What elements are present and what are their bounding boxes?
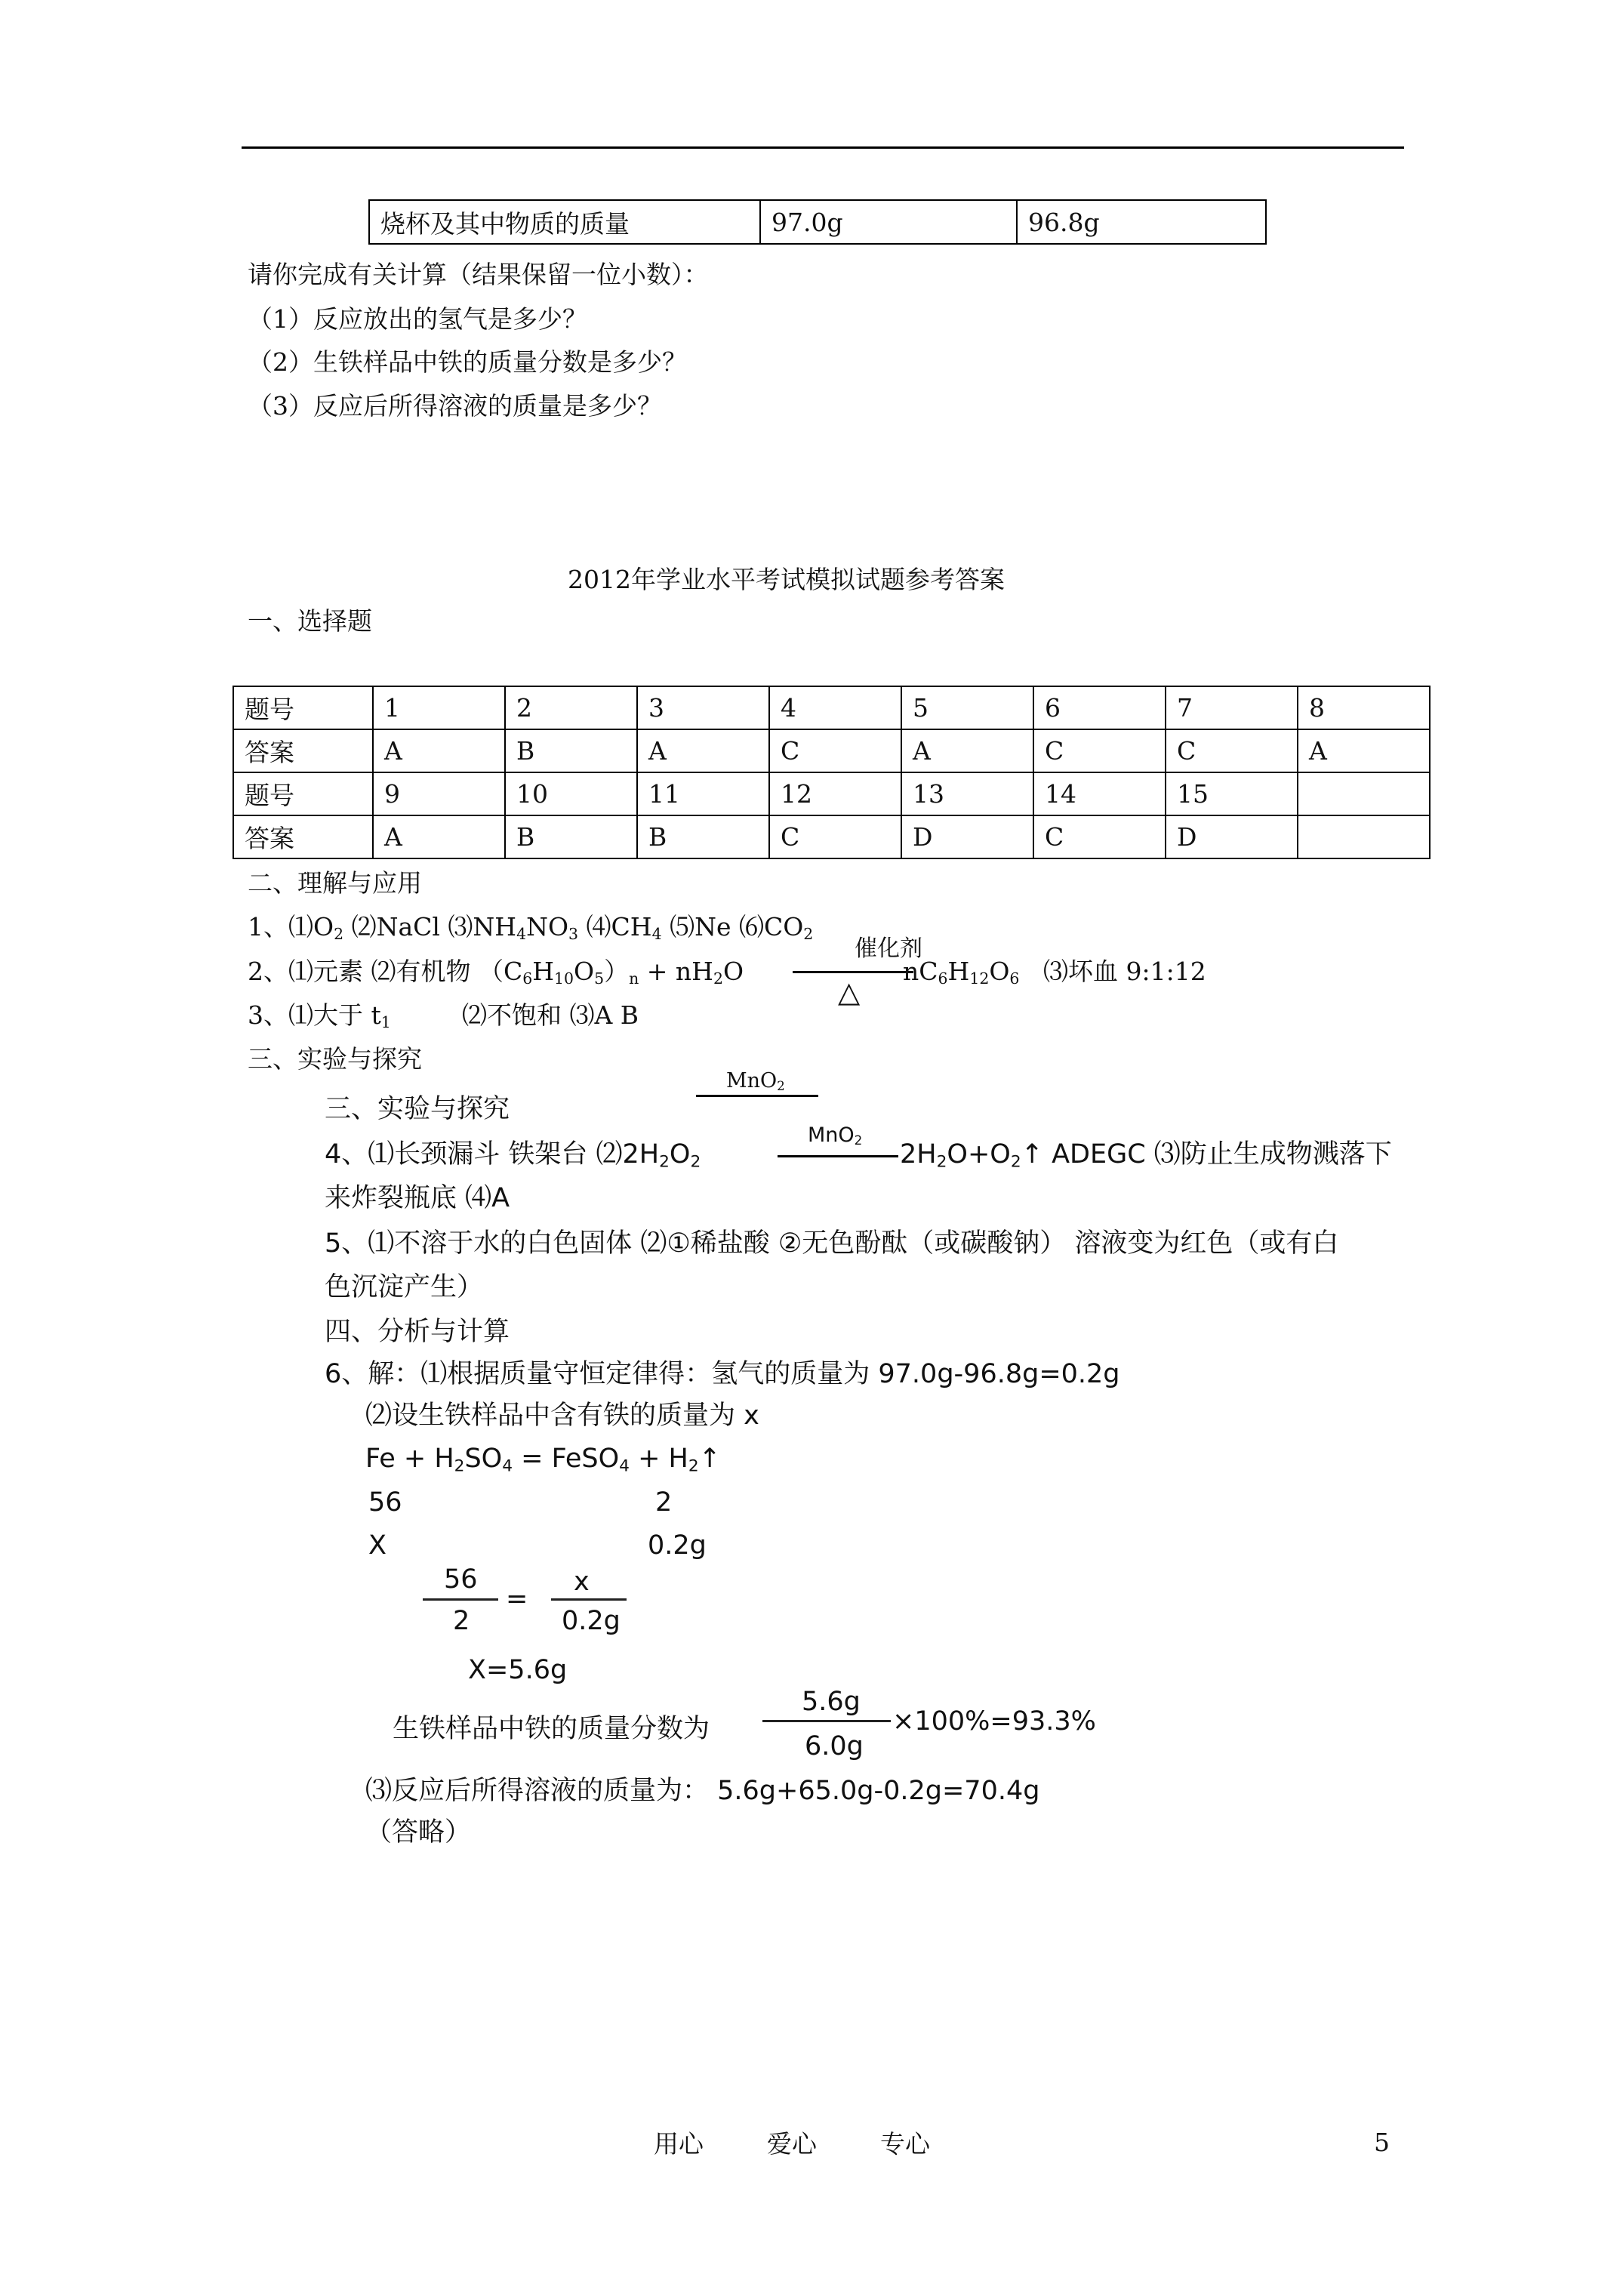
section-experiment-repeat: 三、实验与探究 bbox=[325, 1094, 510, 1124]
table-cell: 14 bbox=[1033, 772, 1166, 815]
table-cell: A bbox=[373, 729, 505, 772]
table-cell: 答案 bbox=[233, 729, 373, 772]
ratio-equals: = bbox=[506, 1584, 528, 1614]
table-cell: C bbox=[1033, 815, 1166, 858]
table-cell: 6 bbox=[1033, 686, 1166, 729]
answer-line-9: （答略） bbox=[365, 1817, 472, 1848]
molar-mass-h2: 2 bbox=[655, 1487, 673, 1518]
answer-line-3b: ⑵不饱和 ⑶A B bbox=[462, 1000, 639, 1030]
table-cell bbox=[1298, 815, 1430, 858]
table-row bbox=[233, 686, 1430, 729]
unknown-x: X bbox=[368, 1530, 387, 1561]
section-analysis: 四、分析与计算 bbox=[325, 1317, 510, 1347]
table-cell: 15 bbox=[1166, 772, 1298, 815]
table-row bbox=[233, 815, 1430, 858]
table-cell: A bbox=[1298, 729, 1430, 772]
table-cell: 题号 bbox=[233, 772, 373, 815]
ratio-num-1: 56 bbox=[444, 1564, 478, 1595]
answer-line-6: 6、解：⑴根据质量守恒定律得：氢气的质量为 97.0g-96.8g=0.2g bbox=[325, 1359, 1120, 1389]
answer-line-2c: ⑶坏血 9:1:12 bbox=[1043, 957, 1206, 986]
table-cell: A bbox=[373, 815, 505, 858]
molar-mass-fe: 56 bbox=[368, 1487, 402, 1518]
answer-line-7: ⑵设生铁样品中含有铁的质量为 x bbox=[365, 1401, 759, 1431]
table-cell: 7 bbox=[1166, 686, 1298, 729]
ratio-den-2: 0.2g bbox=[562, 1606, 621, 1636]
fraction-bar bbox=[551, 1598, 627, 1601]
table-row bbox=[233, 729, 1430, 772]
table-row bbox=[369, 200, 1266, 244]
table-cell: 4 bbox=[769, 686, 901, 729]
answer-line-4b: $2H_2O+O_2↑$ ADEGC ⑶防止生成物溅落下 bbox=[900, 1139, 1392, 1172]
answer-line-1: 1、$⑴O_2$ ⑵NaCl $⑶NH_4NO_3$ $⑷CH_4$ ⑸Ne $⑹CO_2$ bbox=[248, 912, 814, 944]
answer-line-2a: 2、⑴元素 ⑵有机物 $(C_6H_{10}O_5)_n + nH_2O$ bbox=[248, 957, 744, 988]
table-cell: 8 bbox=[1298, 686, 1430, 729]
answer-line-2b: $nC_6H_{12}O_6$ bbox=[903, 957, 1020, 988]
table-cell: D bbox=[1166, 815, 1298, 858]
answer-line-8: ⑶反应后所得溶液的质量为： 5.6g+65.0g-0.2g=70.4g bbox=[365, 1776, 1040, 1806]
table-cell: A bbox=[901, 729, 1033, 772]
question-1: （1）反应放出的氢气是多少？ bbox=[248, 304, 587, 334]
x-result: X=5.6g bbox=[468, 1655, 568, 1685]
footer-aixin: 爱心 bbox=[767, 2129, 817, 2159]
catalyst-label: 催化剂 bbox=[855, 935, 922, 962]
mno2-catalyst: MnO$_2$ bbox=[808, 1123, 863, 1148]
heat-symbol: △ bbox=[838, 975, 861, 1009]
question-2: （2）生铁样品中铁的质量分数是多少？ bbox=[248, 347, 687, 377]
footer-zhuanxin: 专心 bbox=[880, 2129, 930, 2159]
table-cell: 答案 bbox=[233, 815, 373, 858]
section-understanding: 二、理解与应用 bbox=[248, 868, 422, 898]
table-cell: C bbox=[1033, 729, 1166, 772]
table-cell: 9 bbox=[373, 772, 505, 815]
hydrogen-mass: 0.2g bbox=[648, 1530, 707, 1561]
table-cell: 2 bbox=[505, 686, 637, 729]
table-cell: 烧杯及其中物质的质量 bbox=[369, 200, 760, 244]
mass-table bbox=[368, 199, 1267, 245]
section-choice: 一、选择题 bbox=[248, 606, 372, 636]
fraction-bar bbox=[762, 1720, 891, 1722]
answer-line-4c: 来炸裂瓶底 ⑷A bbox=[325, 1183, 510, 1213]
table-cell: C bbox=[1166, 729, 1298, 772]
table-cell: 10 bbox=[505, 772, 637, 815]
footer-yongxin: 用心 bbox=[654, 2129, 704, 2159]
table-cell: C bbox=[769, 815, 901, 858]
answer-line-4a: 4、⑴长颈漏斗 铁架台 $⑵2H_2O_2$ bbox=[325, 1139, 701, 1172]
table-cell: 96.8g bbox=[1017, 200, 1266, 244]
fraction-label: 生铁样品中铁的质量分数为 bbox=[393, 1714, 710, 1744]
table-cell: B bbox=[637, 815, 769, 858]
answer-table bbox=[233, 686, 1431, 859]
ratio-num-2: x bbox=[574, 1567, 590, 1597]
table-cell: 12 bbox=[769, 772, 901, 815]
reaction-arrow-2 bbox=[778, 1155, 898, 1157]
table-cell: B bbox=[505, 729, 637, 772]
question-3: （3）反应后所得溶液的质量是多少？ bbox=[248, 391, 662, 421]
table-cell: 97.0g bbox=[760, 200, 1017, 244]
ratio-den-1: 2 bbox=[453, 1606, 470, 1636]
answers-title: 2012年学业水平考试模拟试题参考答案 bbox=[568, 565, 1005, 594]
fraction-denominator: 6.0g bbox=[805, 1731, 864, 1761]
header-rule bbox=[242, 146, 1404, 149]
table-cell: B bbox=[505, 815, 637, 858]
table-cell: 13 bbox=[901, 772, 1033, 815]
table-cell: D bbox=[901, 815, 1033, 858]
fraction-bar bbox=[423, 1598, 498, 1601]
answer-line-3: 3、⑴大于 $t_1$ bbox=[248, 1000, 391, 1032]
chemical-equation: $Fe + H_2SO_4$ = FeSO$_4$ + $H_2↑$ bbox=[365, 1444, 721, 1476]
fraction-result: ×100%=93.3% bbox=[892, 1706, 1096, 1737]
table-cell bbox=[1298, 772, 1430, 815]
table-cell: 5 bbox=[901, 686, 1033, 729]
mno2-rule bbox=[696, 1095, 818, 1097]
answer-line-5a: 5、⑴不溶于水的白色固体 ⑵①稀盐酸 ②无色酚酞（或碳酸钠） 溶液变为红色（或有白 bbox=[325, 1228, 1339, 1259]
fraction-numerator: 5.6g bbox=[802, 1687, 861, 1717]
answer-line-5b: 色沉淀产生） bbox=[325, 1272, 484, 1302]
table-cell: C bbox=[769, 729, 901, 772]
section-experiment: 三、实验与探究 bbox=[248, 1044, 422, 1074]
table-cell: A bbox=[637, 729, 769, 772]
table-cell: 3 bbox=[637, 686, 769, 729]
table-row bbox=[233, 772, 1430, 815]
table-cell: 题号 bbox=[233, 686, 373, 729]
mno2-label: MnO$_2$ bbox=[726, 1069, 785, 1094]
question-intro: 请你完成有关计算（结果保留一位小数）： bbox=[248, 260, 709, 289]
table-cell: 1 bbox=[373, 686, 505, 729]
reaction-arrow bbox=[793, 971, 913, 973]
table-cell: 11 bbox=[637, 772, 769, 815]
page-number: 5 bbox=[1374, 2128, 1390, 2157]
